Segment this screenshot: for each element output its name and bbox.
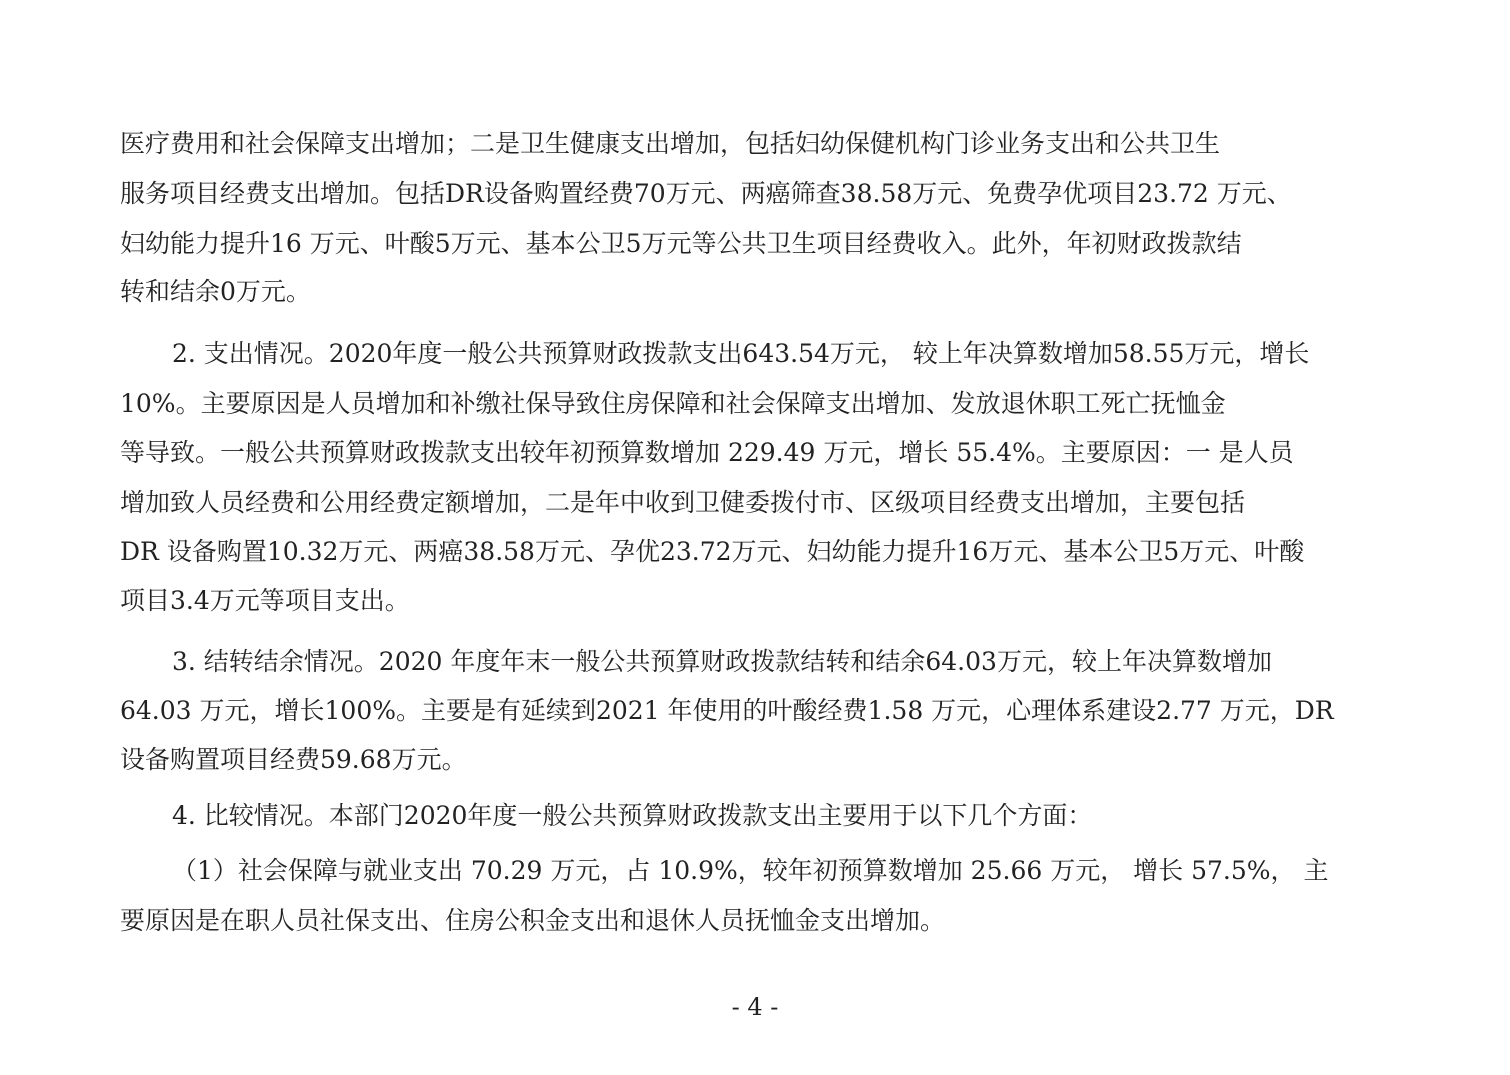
paragraph-line: 医疗费用和社会保障支出增加；二是卫生健康支出增加，包括妇幼保健机构门诊业务支出和公共卫生 <box>120 129 1221 158</box>
paragraph-line: 增加致人员经费和公用经费定额增加，二是年中收到卫健委拨付市、区级项目经费支出增加，主要包括 <box>120 488 1246 517</box>
paragraph-line: 设备购置项目经费59.68万元。 <box>120 745 467 774</box>
paragraph-line: 等导致。一般公共预算财政拨款支出较年初预算数增加 229.49 万元，增长 55.4%。主要原因：一 是人员 <box>120 438 1294 467</box>
paragraph-line: 4. 比较情况。本部门2020年度一般公共预算财政拨款支出主要用于以下几个方面： <box>172 801 1093 830</box>
paragraph-line: 妇幼能力提升16 万元、叶酸5万元、基本公卫5万元等公共卫生项目经费收入。此外，年初财政拨款结 <box>120 229 1242 258</box>
paragraph-line: 10%。主要原因是人员增加和补缴社保导致住房保障和社会保障支出增加、发放退休职工死亡抚恤金 <box>120 389 1226 418</box>
paragraph-line: 要原因是在职人员社保支出、住房公积金支出和退休人员抚恤金支出增加。 <box>120 906 946 935</box>
paragraph-line: 2. 支出情况。2020年度一般公共预算财政拨款支出643.54万元， 较上年决算数增加58.55万元，增长 <box>172 339 1310 368</box>
page-number: - 4 - <box>731 993 779 1021</box>
paragraph-line: 3. 结转结余情况。2020 年度年末一般公共预算财政拨款结转和结余64.03万元，较上年决算数增加 <box>172 647 1272 676</box>
paragraph-line: DR 设备购置10.32万元、两癌38.58万元、孕优23.72万元、妇幼能力提升16万元、基本公卫5万元、叶酸 <box>120 537 1305 566</box>
paragraph-line: （1）社会保障与就业支出 70.29 万元，占 10.9%，较年初预算数增加 25.66 万元， 增长 57.5%， 主 <box>172 856 1329 885</box>
paragraph-line: 项目3.4万元等项目支出。 <box>120 586 410 615</box>
paragraph-line: 服务项目经费支出增加。包括DR设备购置经费70万元、两癌筛查38.58万元、免费孕优项目23.72 万元、 <box>120 179 1292 208</box>
paragraph-line: 64.03 万元，增长100%。主要是有延续到2021 年使用的叶酸经费1.58 万元，心理体系建设2.77 万元，DR <box>120 696 1334 725</box>
paragraph-line: 转和结余0万元。 <box>120 277 311 306</box>
